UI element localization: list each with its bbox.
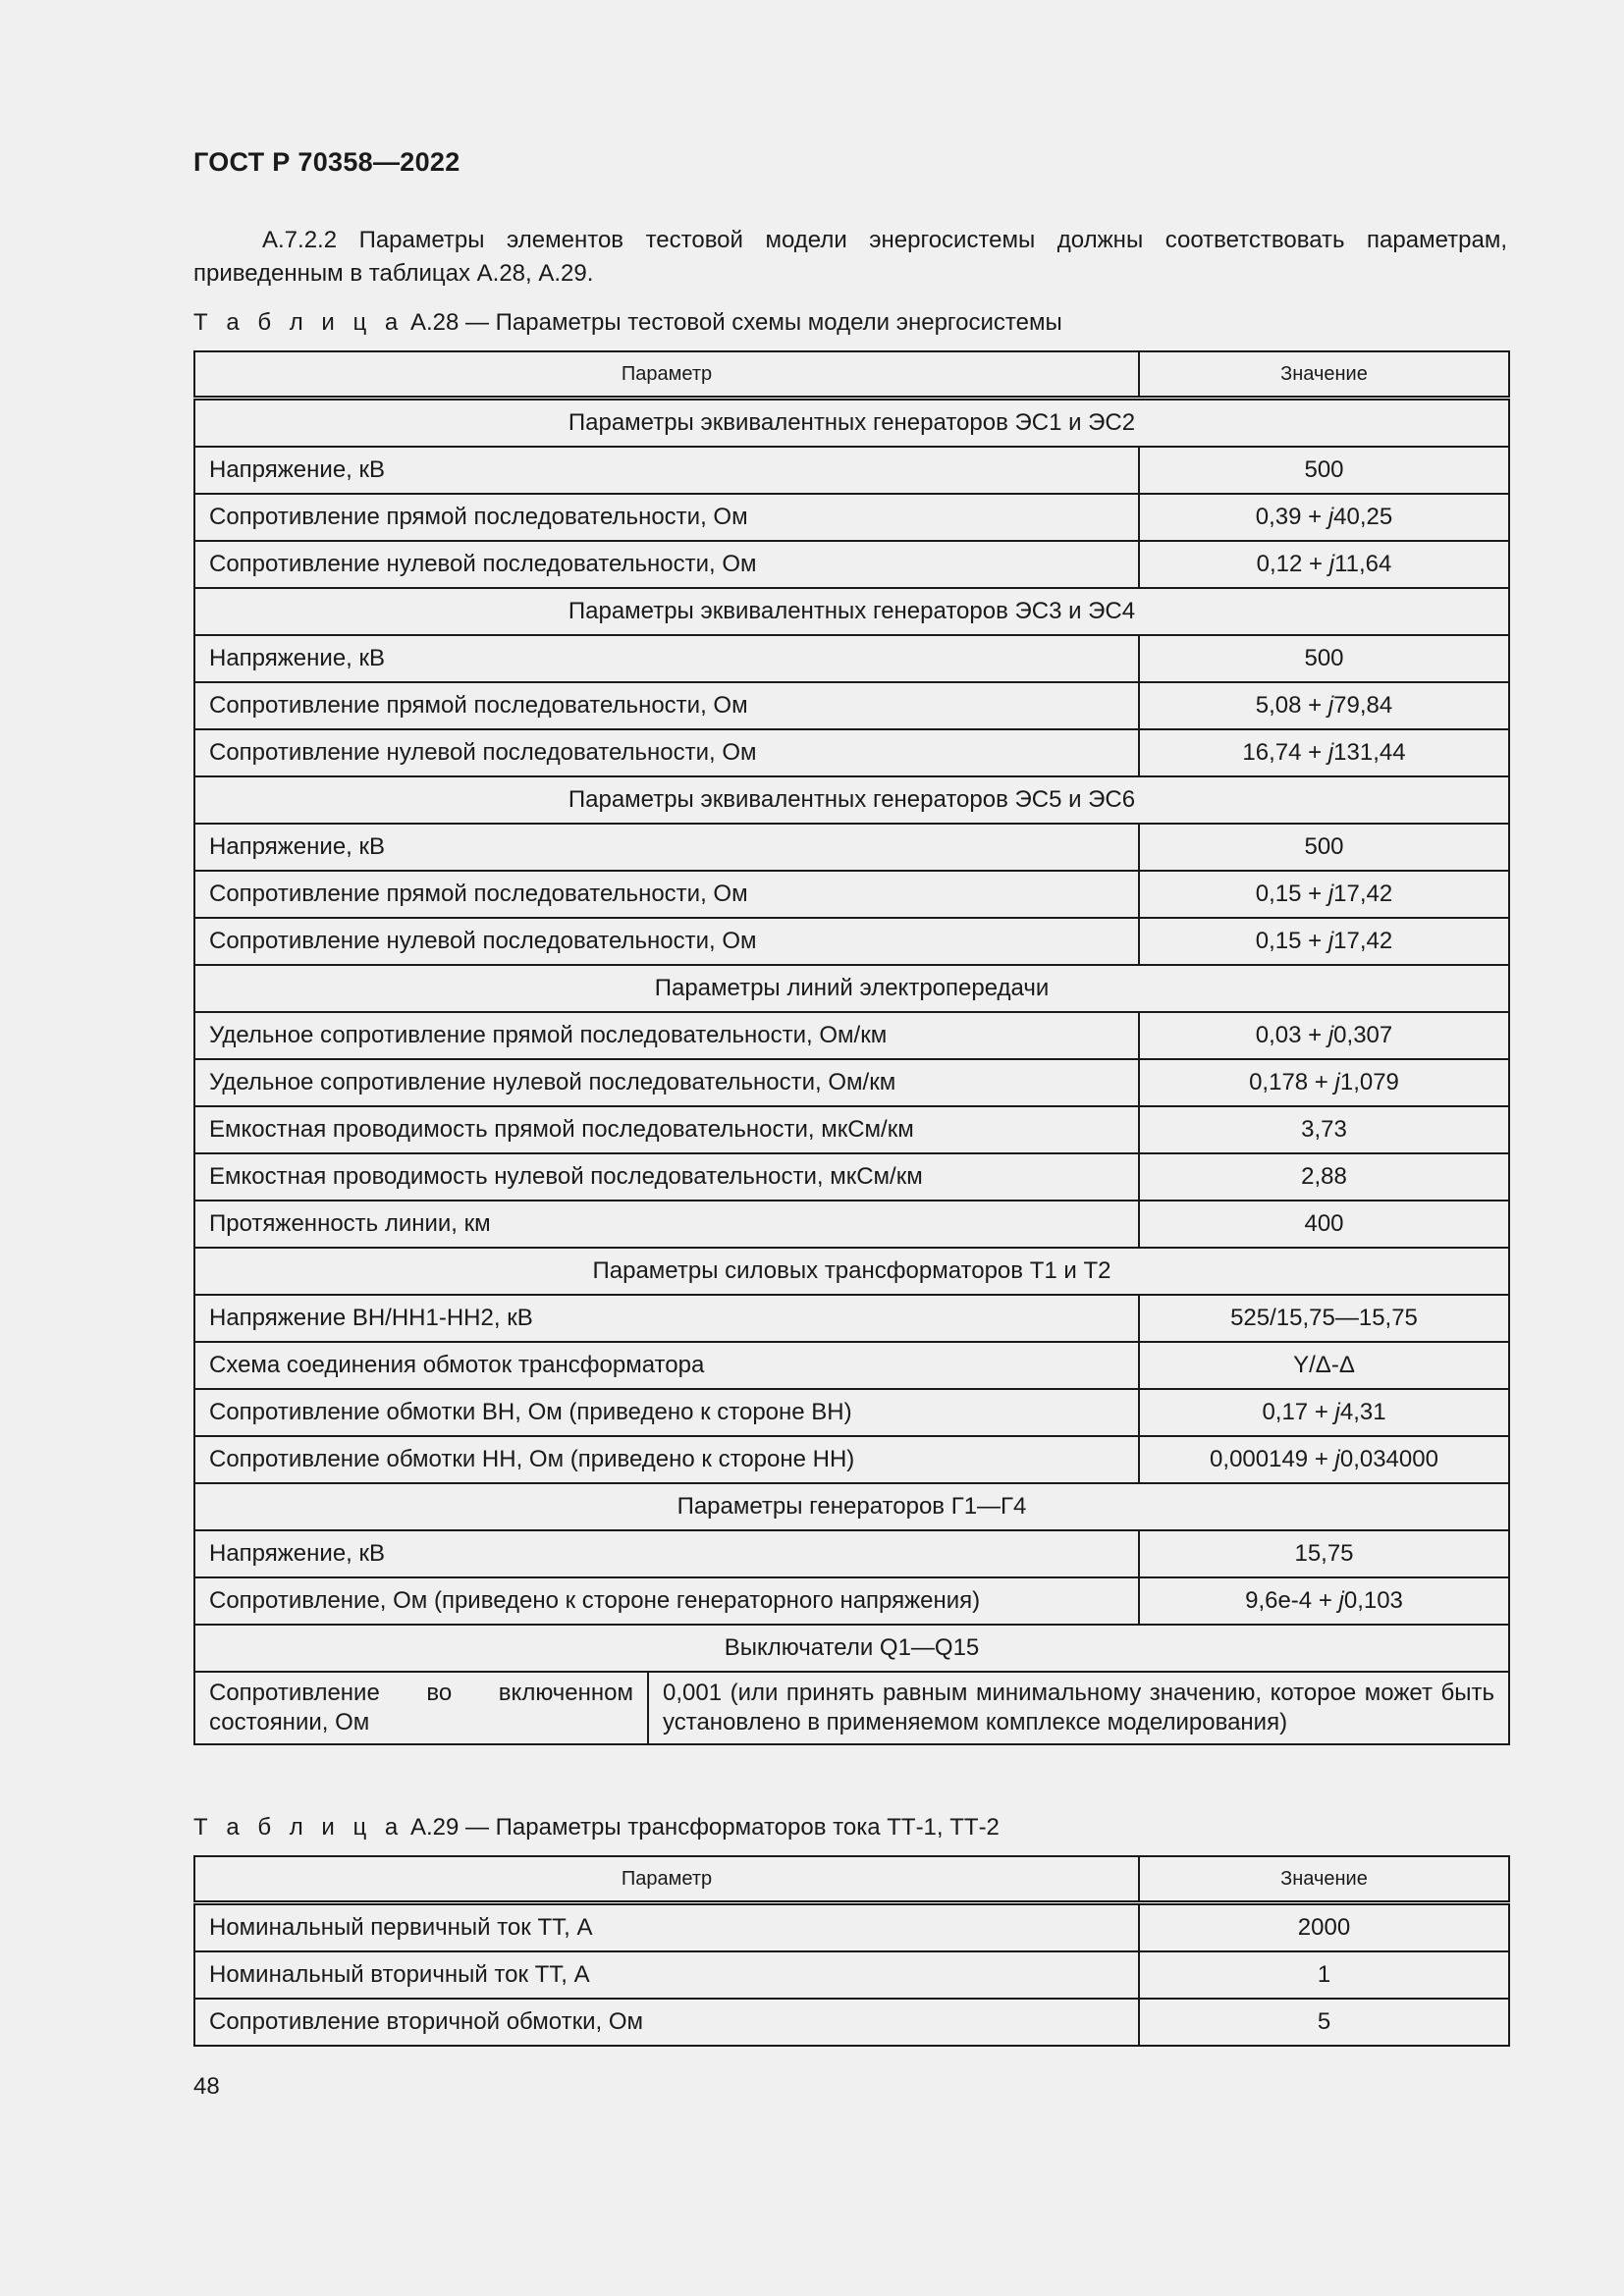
table-row [194, 1672, 1509, 1744]
value-cell: 0,39 + j40,25 [1139, 494, 1509, 541]
table-header-row [194, 1856, 1509, 1903]
section-title: Параметры эквивалентных генераторов ЭС5 и ЭС6 [194, 776, 1509, 824]
param-cell: Схема соединения обмоток трансформатора [194, 1342, 1139, 1389]
value-cell: 3,73 [1139, 1106, 1509, 1153]
value-cell: 0,15 + j17,42 [1139, 871, 1509, 918]
table-row [194, 1201, 1509, 1248]
section-title: Параметры линий электропередачи [194, 965, 1509, 1012]
value-cell: 525/15,75—15,75 [1139, 1295, 1509, 1342]
param-cell: Емкостная проводимость прямой последовательности, мкСм/км [194, 1106, 1139, 1153]
table-row [194, 1999, 1509, 2046]
section-title: Параметры генераторов Г1—Г4 [194, 1483, 1509, 1530]
table-row [194, 541, 1509, 588]
column-header-value: Значение [1139, 351, 1509, 399]
param-cell: Удельное сопротивление нулевой последовательности, Ом/км [194, 1059, 1139, 1106]
value-cell: 0,15 + j17,42 [1139, 918, 1509, 965]
table-a28 [193, 350, 1510, 1745]
table-a29-caption-prefix: Т а б л и ц а [193, 1814, 405, 1841]
table-row [194, 1295, 1509, 1342]
section-title: Параметры эквивалентных генераторов ЭС3 и ЭС4 [194, 588, 1509, 635]
table-row [194, 1106, 1509, 1153]
value-cell: 400 [1139, 1201, 1509, 1248]
table-a29 [193, 1855, 1510, 2047]
param-cell: Напряжение, кВ [194, 635, 1139, 682]
table-row [194, 871, 1509, 918]
param-cell: Емкостная проводимость нулевой последовательности, мкСм/км [194, 1153, 1139, 1201]
table-row [194, 1530, 1509, 1577]
param-cell: Сопротивление, Ом (приведено к стороне генераторного напряжения) [194, 1577, 1139, 1625]
value-cell: 0,001 (или принять равным минимальному значению, которое может быть установлено в применяемом комплексе моделирования) [663, 1680, 1494, 1735]
table-row [194, 824, 1509, 871]
param-cell: Сопротивление нулевой последовательности, Ом [194, 729, 1139, 776]
value-cell: 5 [1139, 1999, 1509, 2046]
value-cell: 2,88 [1139, 1153, 1509, 1201]
param-cell: Напряжение, кВ [194, 1530, 1139, 1577]
param-cell: Сопротивление обмотки НН, Ом (приведено к стороне НН) [194, 1436, 1139, 1483]
value-cell: 5,08 + j79,84 [1139, 682, 1509, 729]
column-header-value: Значение [1139, 1856, 1509, 1903]
section-row [194, 399, 1509, 448]
table-row [194, 1577, 1509, 1625]
value-cell: 500 [1139, 447, 1509, 494]
section-row [194, 776, 1509, 824]
table-a28-caption [193, 308, 1062, 338]
table-row [194, 1153, 1509, 1201]
value-cell: 2000 [1139, 1903, 1509, 1952]
intro-paragraph: А.7.2.2 Параметры элементов тестовой модели энергосистемы должны соответствовать параметрам, приведенным в таблицах А.28, А.29. [193, 227, 1507, 287]
section-row [194, 588, 1509, 635]
table-row [194, 1389, 1509, 1436]
section-row [194, 1625, 1509, 1672]
table-row [194, 1342, 1509, 1389]
section-title: Параметры эквивалентных генераторов ЭС1 и ЭС2 [194, 399, 1509, 448]
table-row [194, 729, 1509, 776]
table-row [194, 447, 1509, 494]
param-cell: Номинальный первичный ток ТТ, А [194, 1903, 1139, 1952]
column-header-parameter: Параметр [194, 351, 1139, 399]
param-cell: Удельное сопротивление прямой последовательности, Ом/км [194, 1012, 1139, 1059]
table-row [194, 1951, 1509, 1999]
param-cell: Сопротивление обмотки ВН, Ом (приведено к стороне ВН) [194, 1389, 1139, 1436]
table-row [194, 1903, 1509, 1952]
param-cell: Напряжение, кВ [194, 824, 1139, 871]
param-cell: Протяженность линии, км [194, 1201, 1139, 1248]
table-row [194, 682, 1509, 729]
value-cell: 1 [1139, 1951, 1509, 1999]
table-a28-caption-text: А.28 — Параметры тестовой схемы модели энергосистемы [409, 309, 1062, 336]
param-cell: Сопротивление вторичной обмотки, Ом [194, 1999, 1139, 2046]
table-header-row [194, 351, 1509, 399]
table-row [194, 1436, 1509, 1483]
value-cell: 500 [1139, 635, 1509, 682]
page-number: 48 [193, 2073, 220, 2100]
value-cell: 500 [1139, 824, 1509, 871]
table-row [194, 918, 1509, 965]
column-header-parameter: Параметр [194, 1856, 1139, 1903]
value-cell: 0,12 + j11,64 [1139, 541, 1509, 588]
param-cell: Сопротивление нулевой последовательности, Ом [194, 918, 1139, 965]
section-row [194, 1483, 1509, 1530]
table-row [194, 1059, 1509, 1106]
param-cell: Сопротивление прямой последовательности, Ом [194, 682, 1139, 729]
value-cell: 0,17 + j4,31 [1139, 1389, 1509, 1436]
value-cell: 0,178 + j1,079 [1139, 1059, 1509, 1106]
section-title: Выключатели Q1—Q15 [194, 1625, 1509, 1672]
param-cell: Сопротивление во включенном состоянии, Ом [195, 1673, 649, 1743]
param-cell: Напряжение, кВ [194, 447, 1139, 494]
param-cell: Напряжение ВН/НН1-НН2, кВ [194, 1295, 1139, 1342]
table-row [194, 494, 1509, 541]
value-cell: 15,75 [1139, 1530, 1509, 1577]
param-cell: Сопротивление прямой последовательности, Ом [194, 494, 1139, 541]
param-cell: Сопротивление прямой последовательности, Ом [194, 871, 1139, 918]
table-a29-caption [193, 1813, 1000, 1842]
table-row [194, 1012, 1509, 1059]
section-row [194, 965, 1509, 1012]
table-a28-caption-prefix: Т а б л и ц а [193, 309, 405, 336]
value-cell: 16,74 + j131,44 [1139, 729, 1509, 776]
param-cell: Номинальный вторичный ток ТТ, А [194, 1951, 1139, 1999]
value-cell: Y/Δ-Δ [1139, 1342, 1509, 1389]
section-title: Параметры силовых трансформаторов Т1 и Т2 [194, 1248, 1509, 1295]
section-row [194, 1248, 1509, 1295]
param-cell: Сопротивление нулевой последовательности, Ом [194, 541, 1139, 588]
value-cell: 0,03 + j0,307 [1139, 1012, 1509, 1059]
table-row [194, 635, 1509, 682]
value-cell: 9,6e-4 + j0,103 [1139, 1577, 1509, 1625]
document-code: ГОСТ Р 70358—2022 [193, 147, 460, 177]
value-cell: 0,000149 + j0,034000 [1139, 1436, 1509, 1483]
table-a29-caption-text: А.29 — Параметры трансформаторов тока ТТ-1, ТТ-2 [409, 1814, 1000, 1841]
switch-row-container [194, 1672, 1509, 1744]
